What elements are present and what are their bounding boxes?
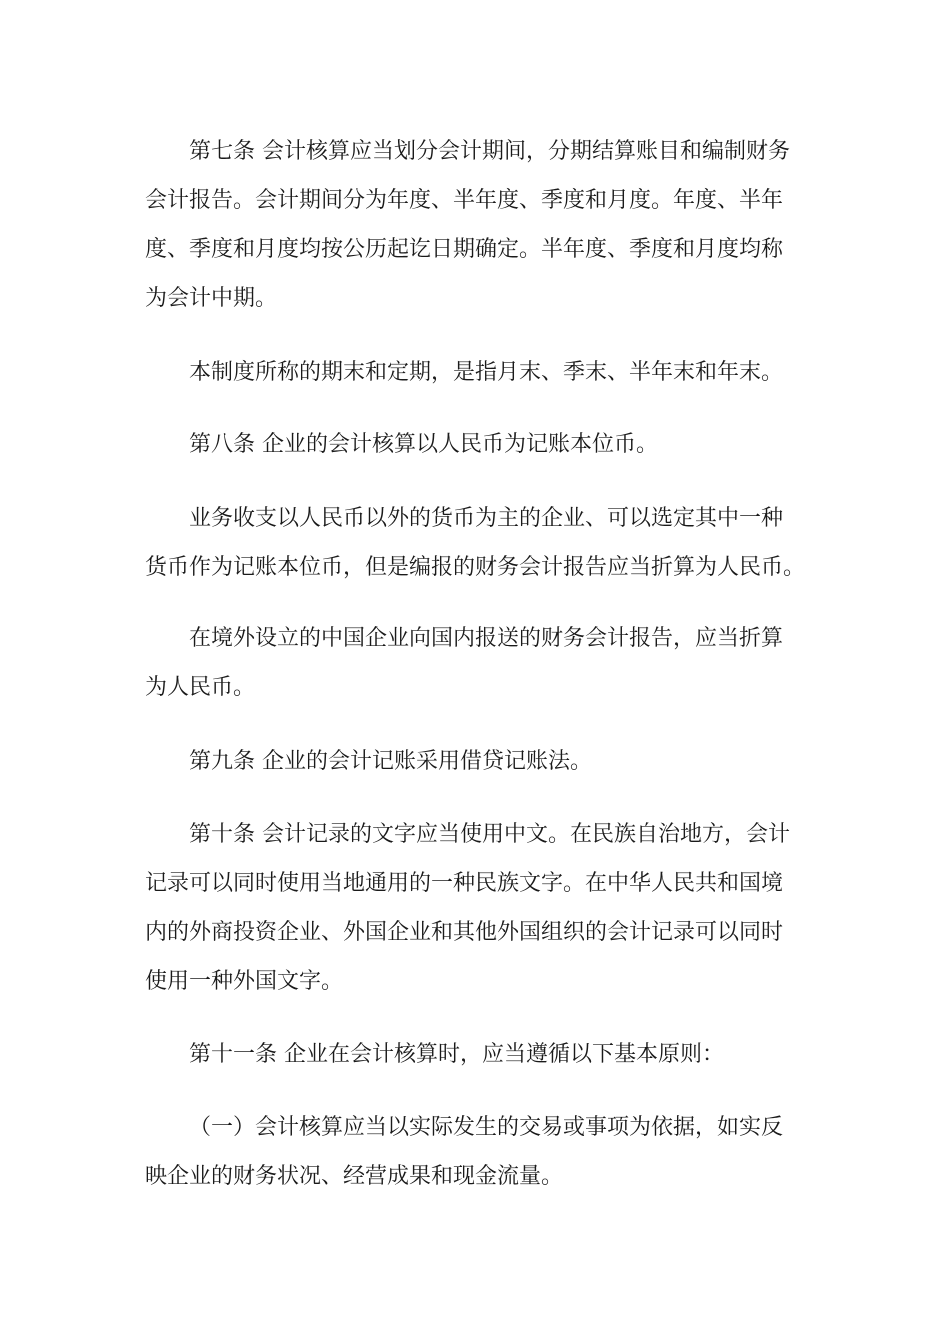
paragraph-article-7 [145, 127, 805, 323]
text-line: 第八条 企业的会计核算以人民币为记账本位币。 [189, 432, 658, 457]
paragraph-period-definition [145, 348, 805, 397]
text-line: 第九条 企业的会计记账采用借贷记账法。 [189, 749, 592, 774]
paragraph-principle-1 [145, 1103, 805, 1201]
text-line: 使用一种外国文字。 [145, 969, 344, 994]
text-line: 映企业的财务状况、经营成果和现金流量。 [145, 1164, 564, 1189]
text-line: 度、季度和月度均按公历起讫日期确定。半年度、季度和月度均称 [145, 237, 784, 262]
text-line: （一）会计核算应当以实际发生的交易或事项为依据，如实反 [189, 1115, 784, 1140]
text-line: 本制度所称的期末和定期，是指月末、季末、半年末和年末。 [189, 360, 784, 385]
text-line: 在境外设立的中国企业向国内报送的财务会计报告，应当折算 [189, 626, 784, 651]
paragraph-overseas-enterprise [145, 614, 805, 712]
text-line: 内的外商投资企业、外国企业和其他外国组织的会计记录可以同时 [145, 920, 784, 945]
text-line: 第十一条 企业在会计核算时，应当遵循以下基本原则： [189, 1042, 724, 1067]
paragraph-article-10 [145, 810, 805, 1006]
text-line: 记录可以同时使用当地通用的一种民族文字。在中华人民共和国境 [145, 871, 784, 896]
paragraph-foreign-currency [145, 494, 805, 592]
text-line: 第七条 会计核算应当划分会计期间，分期结算账目和编制财务 [189, 139, 790, 164]
paragraph-article-11 [145, 1030, 805, 1079]
text-line: 为人民币。 [145, 675, 256, 700]
text-line: 会计报告。会计期间分为年度、半年度、季度和月度。年度、半年 [145, 188, 784, 213]
text-line: 货币作为记账本位币，但是编报的财务会计报告应当折算为人民币。 [145, 555, 806, 580]
text-line: 业务收支以人民币以外的货币为主的企业、可以选定其中一种 [189, 506, 784, 531]
paragraph-article-9 [145, 737, 805, 786]
text-line: 第十条 会计记录的文字应当使用中文。在民族自治地方，会计 [189, 822, 790, 847]
paragraph-article-8 [145, 420, 805, 469]
text-line: 为会计中期。 [145, 286, 278, 311]
